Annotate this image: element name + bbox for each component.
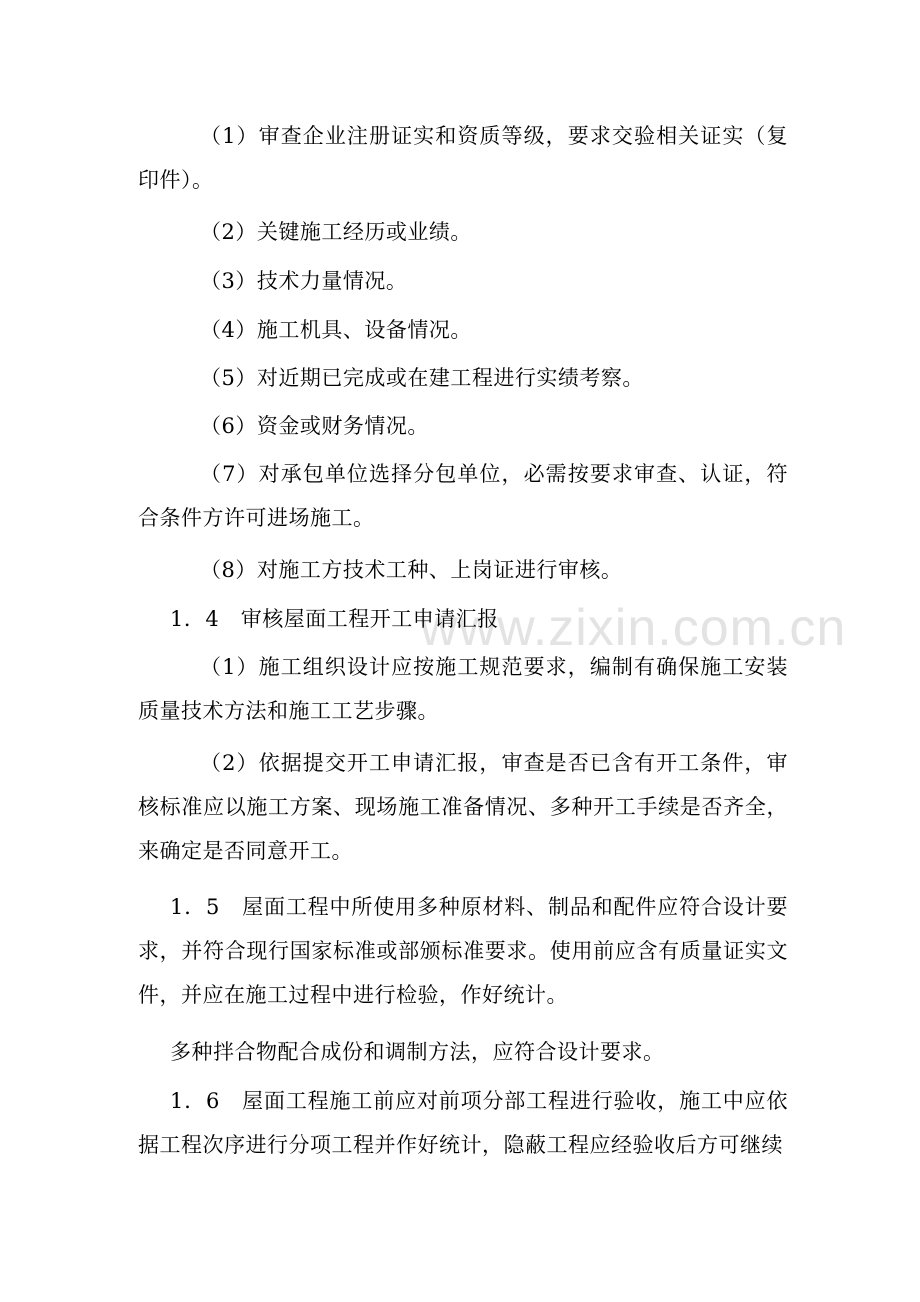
paragraph-item-8: （8）对施工方技术工种、上岗证进行审核。 [200,558,623,582]
paragraph-item-3: （3）技术力量情况。 [200,269,408,293]
section-paragraph-1-6: 1．6 屋面工程施工前应对前项分部工程进行验收，施工中应依据工程次序进行分项工程并作好统计，隐蔽工程应经验收后方可继续 [138,1089,788,1157]
paragraph-item-6: （6）资金或财务情况。 [200,414,429,438]
section-heading-1-4: 1．4 审核屋面工程开工申请汇报 [170,607,499,631]
paragraph-1-4-item-1: （1）施工组织设计应按施工规范要求，编制有确保施工安装质量技术方法和施工工艺步骤。 [138,655,788,723]
paragraph-item-4: （4）施工机具、设备情况。 [200,318,472,342]
watermark: www.zixin.com.cn [420,599,847,657]
section-paragraph-1-5: 1．5 屋面工程中所使用多种原材料、制品和配件应符合设计要求，并符合现行国家标准或部颁标准要求。使用前应含有质量证实文件，并应在施工过程中进行检验，作好统计。 [138,895,788,1007]
paragraph-1-4-item-2: （2）依据提交开工申请汇报，审查是否已含有开工条件，审核标准应以施工方案、现场施工准备情况、多种开工手续是否齐全，来确定是否同意开工。 [138,751,788,863]
paragraph-item-7: （7）对承包单位选择分包单位，必需按要求审查、认证，符合条件方许可进场施工。 [138,462,788,530]
paragraph-mixture: 多种拌合物配合成份和调制方法，应符合设计要求。 [170,1040,665,1064]
paragraph-item-1: （1）审查企业注册证实和资质等级，要求交验相关证实（复印件）。 [138,124,788,192]
paragraph-item-5: （5）对近期已完成或在建工程进行实绩考察。 [200,366,644,390]
paragraph-item-2: （2）关键施工经历或业绩。 [200,220,472,244]
